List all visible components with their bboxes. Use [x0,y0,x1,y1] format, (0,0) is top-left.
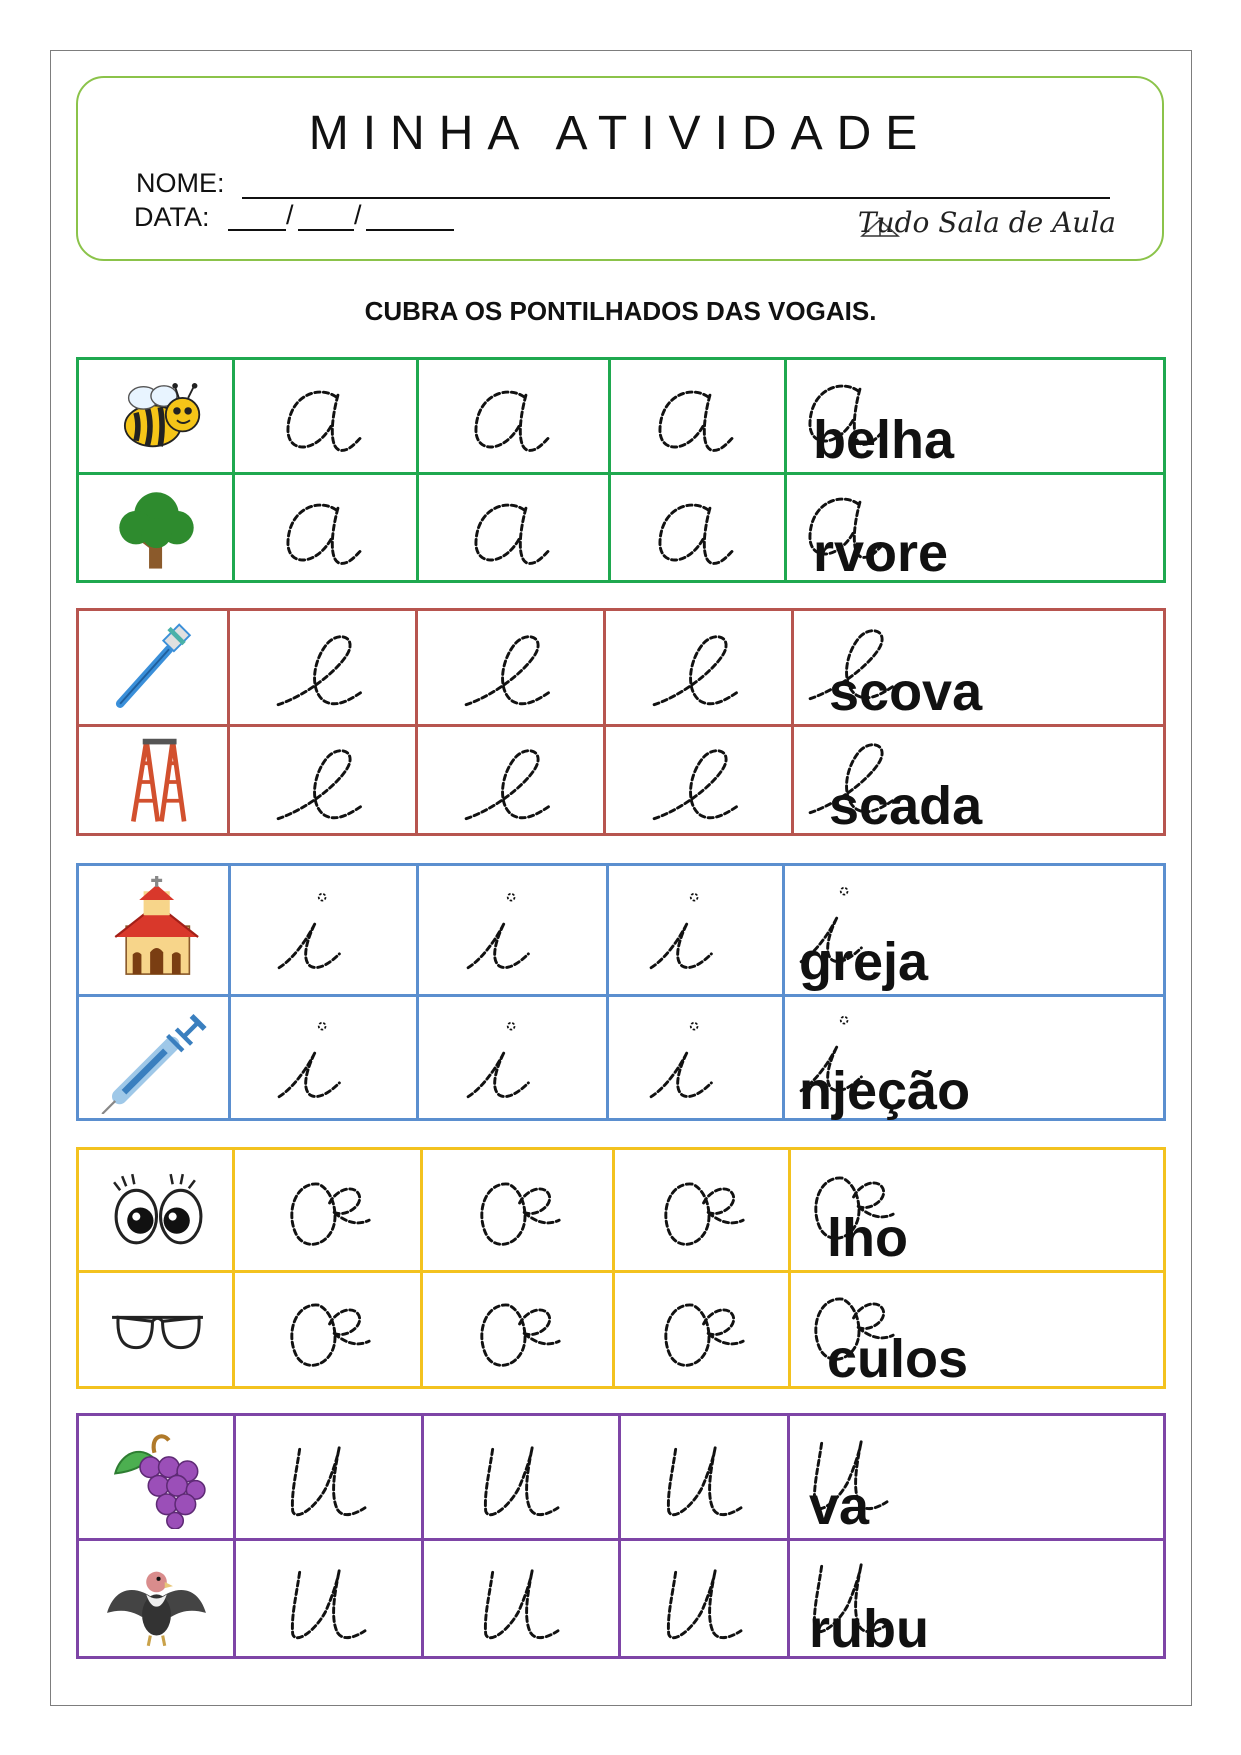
ladder-icon [107,735,201,829]
trace-letter-a[interactable] [465,491,561,577]
word-suffix: lho [827,1208,908,1268]
eyes-icon [106,1160,207,1261]
vowel-group-a [76,357,1166,583]
word-suffix: scada [829,776,983,836]
trace-letter-a[interactable] [649,491,745,577]
toothbrush-icon [107,621,201,715]
trace-letter-e[interactable] [462,629,558,715]
vowel-group-u [76,1413,1166,1659]
date-month-field[interactable] [298,229,354,231]
trace-letter-i[interactable] [275,1021,371,1107]
trace-letter-e[interactable] [462,743,558,829]
date-day-field[interactable] [228,229,286,231]
trace-letter-u[interactable] [656,1562,752,1648]
word-row [79,473,1163,586]
vowel-group-i [76,863,1166,1121]
name-label: NOME: [136,168,225,198]
word-suffix: rvore [813,523,949,583]
word-suffix: scova [829,662,983,722]
word-suffix: rubu [809,1599,929,1659]
trace-letter-o[interactable] [653,1293,749,1379]
tree-icon [110,483,203,576]
date-separator: / [286,200,294,230]
word-row [79,995,1163,1124]
trace-letter-a[interactable] [277,378,373,464]
glasses-icon [106,1281,207,1382]
trace-letter-e[interactable] [650,743,746,829]
word-suffix: va [809,1476,870,1536]
trace-letter-a[interactable] [649,378,745,464]
trace-letter-u[interactable] [280,1562,376,1648]
word-suffix: njeção [799,1061,971,1121]
trace-letter-e[interactable] [650,629,746,715]
vowel-group-o [76,1147,1166,1389]
trace-letter-i[interactable] [275,892,371,978]
trace-letter-u[interactable] [656,1439,752,1525]
trace-letter-a[interactable] [465,378,561,464]
name-field[interactable] [242,197,1110,199]
trace-letter-o[interactable] [469,1172,565,1258]
word-row [79,1539,1163,1662]
brand-logo: Tudo Sala de Aula [857,206,1116,239]
trace-letter-a[interactable] [277,491,373,577]
word-row [79,611,1163,725]
word-suffix: culos [827,1329,969,1389]
trace-letter-e[interactable] [274,743,370,829]
syringe-icon [100,1005,209,1114]
trace-letter-i[interactable] [464,1021,560,1107]
word-row [79,360,1163,473]
word-row [79,1271,1163,1392]
instruction-text: CUBRA OS PONTILHADOS DAS VOGAIS. [364,296,877,326]
vulture-icon [105,1549,208,1652]
trace-letter-o[interactable] [279,1172,375,1258]
trace-letter-i[interactable] [647,892,743,978]
date-label: DATA: [134,202,210,232]
trace-letter-u[interactable] [473,1439,569,1525]
trace-letter-o[interactable] [469,1293,565,1379]
vowel-group-e [76,608,1166,836]
header-box [76,76,1164,261]
word-row [79,1416,1163,1539]
trace-letter-o[interactable] [279,1293,375,1379]
date-separator: / [354,200,362,230]
word-row [79,725,1163,839]
trace-letter-i[interactable] [464,892,560,978]
trace-letter-u[interactable] [473,1562,569,1648]
page-title: MINHA ATIVIDADE [308,107,932,160]
word-suffix: greja [799,932,929,992]
word-row [79,1150,1163,1271]
trace-letter-e[interactable] [274,629,370,715]
grapes-icon [105,1426,208,1529]
trace-letter-i[interactable] [647,1021,743,1107]
church-icon [100,876,209,985]
bee-icon [110,370,203,463]
word-suffix: belha [813,410,955,470]
trace-letter-o[interactable] [653,1172,749,1258]
word-row [79,866,1163,995]
date-year-field[interactable] [366,229,454,231]
trace-letter-u[interactable] [280,1439,376,1525]
